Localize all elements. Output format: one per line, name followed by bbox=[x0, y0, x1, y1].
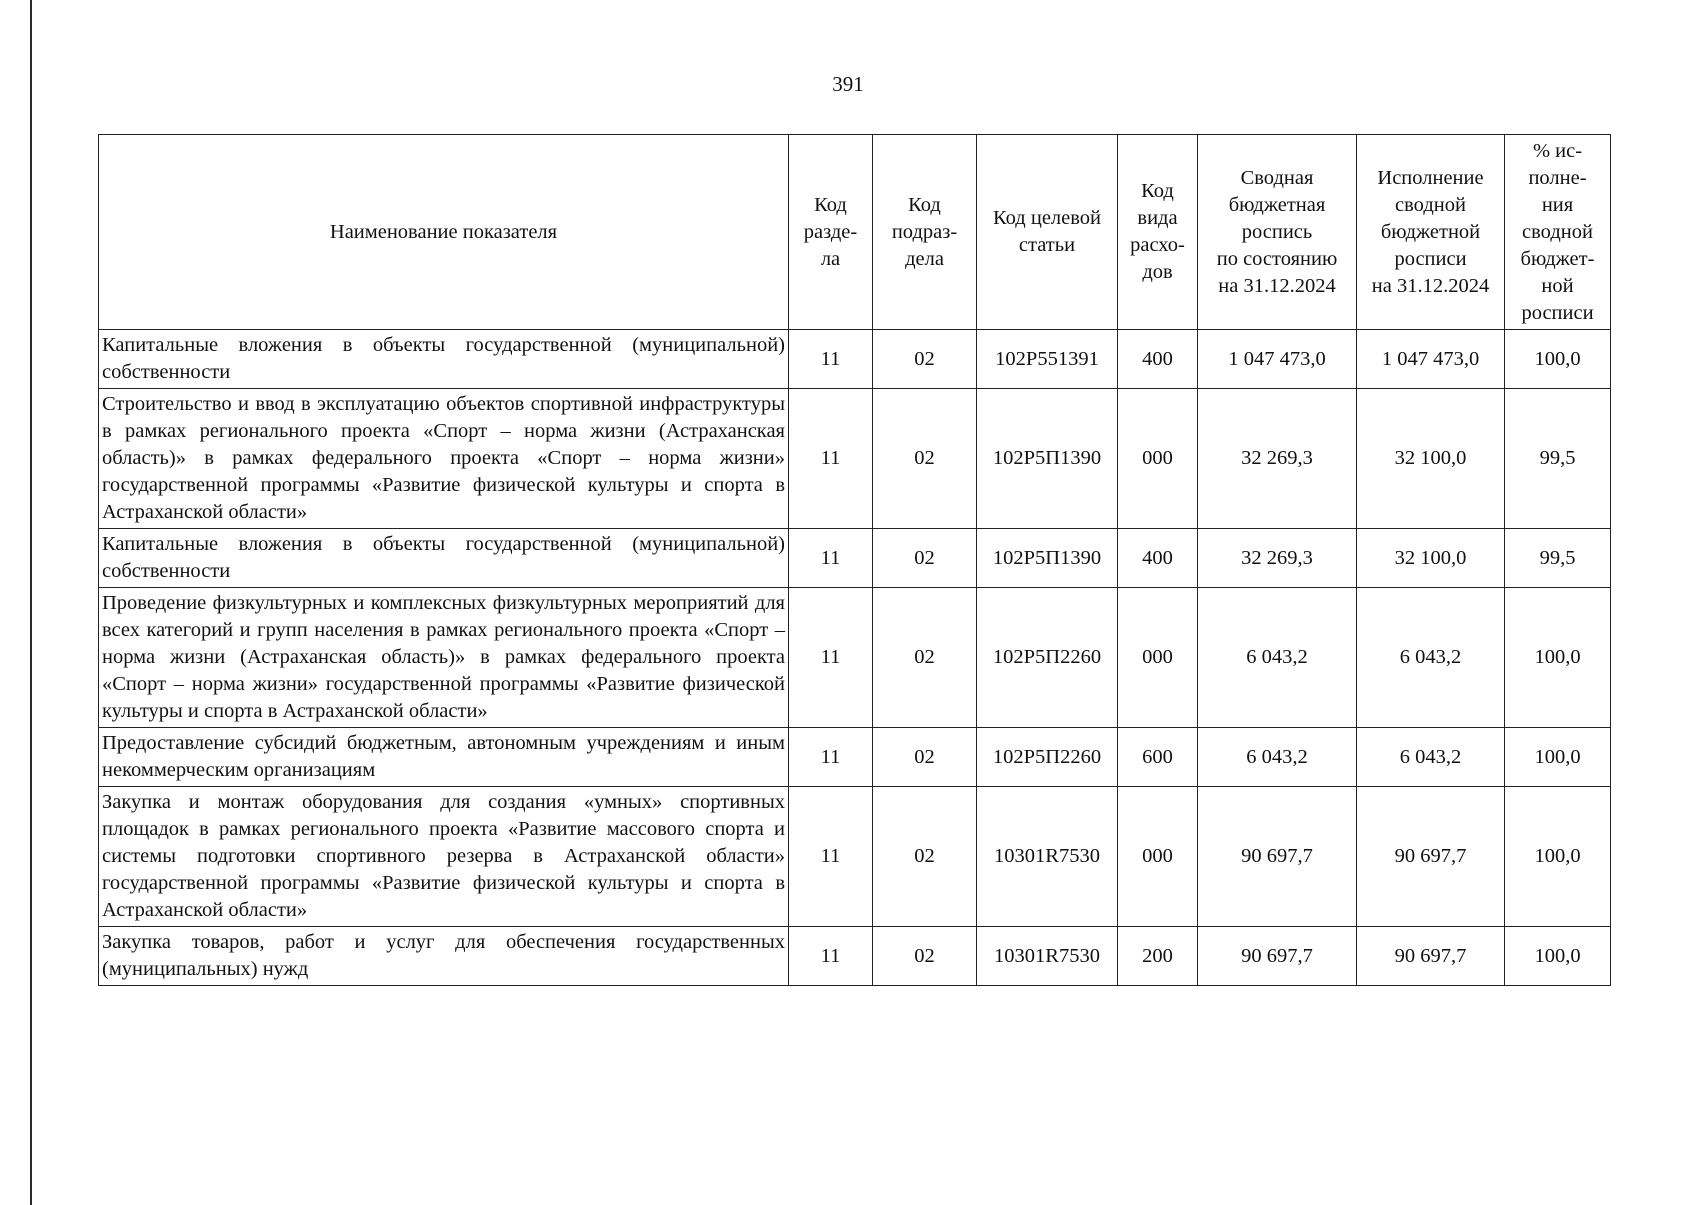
table-row bbox=[99, 728, 1611, 787]
row-execution-percent: 100,0 bbox=[1505, 787, 1611, 927]
row-subsection-code: 02 bbox=[873, 787, 977, 927]
row-expense-kind-code: 000 bbox=[1118, 389, 1198, 529]
row-expense-kind-code: 600 bbox=[1118, 728, 1198, 787]
header-section-code: Код разде- ла bbox=[789, 135, 873, 330]
row-expense-kind-code: 400 bbox=[1118, 529, 1198, 588]
header-execution-percent: % ис- полне- ния сводной бюджет- ной росписи bbox=[1505, 135, 1611, 330]
row-section-code: 11 bbox=[789, 787, 873, 927]
row-section-code: 11 bbox=[789, 529, 873, 588]
row-expense-kind-code: 200 bbox=[1118, 927, 1198, 986]
row-budget-plan: 32 269,3 bbox=[1198, 529, 1357, 588]
row-subsection-code: 02 bbox=[873, 330, 977, 389]
row-execution-percent: 100,0 bbox=[1505, 927, 1611, 986]
row-target-code: 102P5П2260 bbox=[977, 728, 1118, 787]
row-budget-execution: 32 100,0 bbox=[1357, 389, 1505, 529]
row-indicator-name: Капитальные вложения в объекты государственной (муниципальной) собственности bbox=[99, 529, 789, 588]
row-subsection-code: 02 bbox=[873, 389, 977, 529]
page-number: 391 bbox=[832, 72, 864, 96]
header-budget-execution: Исполнение сводной бюджетной росписи на 31.12.2024 bbox=[1357, 135, 1505, 330]
budget-execution-table bbox=[98, 134, 1611, 986]
row-indicator-name: Закупка и монтаж оборудования для создания «умных» спортивных площадок в рамках регионального проекта «Развитие массового спорта и системы подготовки спортивного резерва в Астраханской области» государственной программы «Развитие физической культуры и спорта в Астраханской области» bbox=[99, 787, 789, 927]
row-target-code: 10301R7530 bbox=[977, 787, 1118, 927]
row-budget-execution: 90 697,7 bbox=[1357, 787, 1505, 927]
row-budget-plan: 32 269,3 bbox=[1198, 389, 1357, 529]
table-row bbox=[99, 330, 1611, 389]
row-budget-execution: 32 100,0 bbox=[1357, 529, 1505, 588]
table-row bbox=[99, 529, 1611, 588]
row-target-code: 102P5П1390 bbox=[977, 529, 1118, 588]
row-indicator-name: Строительство и ввод в эксплуатацию объектов спортивной инфраструктуры в рамках регионального проекта «Спорт – норма жизни (Астраханская область)» в рамках федерального проекта «Спорт – норма жизни» государственной программы «Развитие физической культуры и спорта в Астраханской области» bbox=[99, 389, 789, 529]
header-target-code: Код целевой статьи bbox=[977, 135, 1118, 330]
row-target-code: 102P5П1390 bbox=[977, 389, 1118, 529]
row-subsection-code: 02 bbox=[873, 588, 977, 728]
row-indicator-name: Проведение физкультурных и комплексных физкультурных мероприятий для всех категорий и групп населения в рамках регионального проекта «Спорт – норма жизни (Астраханская область)» в рамках федерального проекта «Спорт – норма жизни» государственной программы «Развитие физической культуры и спорта в Астраханской области» bbox=[99, 588, 789, 728]
row-section-code: 11 bbox=[789, 728, 873, 787]
row-budget-execution: 6 043,2 bbox=[1357, 588, 1505, 728]
row-section-code: 11 bbox=[789, 588, 873, 728]
row-target-code: 102P551391 bbox=[977, 330, 1118, 389]
table-row bbox=[99, 588, 1611, 728]
row-section-code: 11 bbox=[789, 330, 873, 389]
row-budget-plan: 1 047 473,0 bbox=[1198, 330, 1357, 389]
table-row bbox=[99, 389, 1611, 529]
row-execution-percent: 100,0 bbox=[1505, 330, 1611, 389]
row-execution-percent: 100,0 bbox=[1505, 588, 1611, 728]
header-indicator-name: Наименование показателя bbox=[99, 135, 789, 330]
row-subsection-code: 02 bbox=[873, 927, 977, 986]
table-row bbox=[99, 927, 1611, 986]
header-subsection-code: Код подраз- дела bbox=[873, 135, 977, 330]
row-indicator-name: Закупка товаров, работ и услуг для обеспечения государственных (муниципальных) нужд bbox=[99, 927, 789, 986]
header-budget-plan: Сводная бюджетная роспись по состоянию на 31.12.2024 bbox=[1198, 135, 1357, 330]
row-expense-kind-code: 000 bbox=[1118, 588, 1198, 728]
row-expense-kind-code: 400 bbox=[1118, 330, 1198, 389]
row-section-code: 11 bbox=[789, 927, 873, 986]
row-execution-percent: 99,5 bbox=[1505, 389, 1611, 529]
row-budget-execution: 90 697,7 bbox=[1357, 927, 1505, 986]
row-expense-kind-code: 000 bbox=[1118, 787, 1198, 927]
row-budget-plan: 90 697,7 bbox=[1198, 787, 1357, 927]
row-target-code: 102P5П2260 bbox=[977, 588, 1118, 728]
row-section-code: 11 bbox=[789, 389, 873, 529]
row-subsection-code: 02 bbox=[873, 728, 977, 787]
row-budget-execution: 6 043,2 bbox=[1357, 728, 1505, 787]
row-subsection-code: 02 bbox=[873, 529, 977, 588]
table-row bbox=[99, 787, 1611, 927]
row-budget-execution: 1 047 473,0 bbox=[1357, 330, 1505, 389]
page-binding-line bbox=[30, 0, 32, 1205]
row-budget-plan: 6 043,2 bbox=[1198, 588, 1357, 728]
header-expense-kind-code: Код вида расхо- дов bbox=[1118, 135, 1198, 330]
row-budget-plan: 6 043,2 bbox=[1198, 728, 1357, 787]
table-header-row bbox=[99, 135, 1611, 330]
row-execution-percent: 100,0 bbox=[1505, 728, 1611, 787]
budget-table-container bbox=[98, 134, 1610, 986]
row-execution-percent: 99,5 bbox=[1505, 529, 1611, 588]
row-indicator-name: Капитальные вложения в объекты государственной (муниципальной) собственности bbox=[99, 330, 789, 389]
row-budget-plan: 90 697,7 bbox=[1198, 927, 1357, 986]
row-indicator-name: Предоставление субсидий бюджетным, автономным учреждениям и иным некоммерческим организациям bbox=[99, 728, 789, 787]
row-target-code: 10301R7530 bbox=[977, 927, 1118, 986]
